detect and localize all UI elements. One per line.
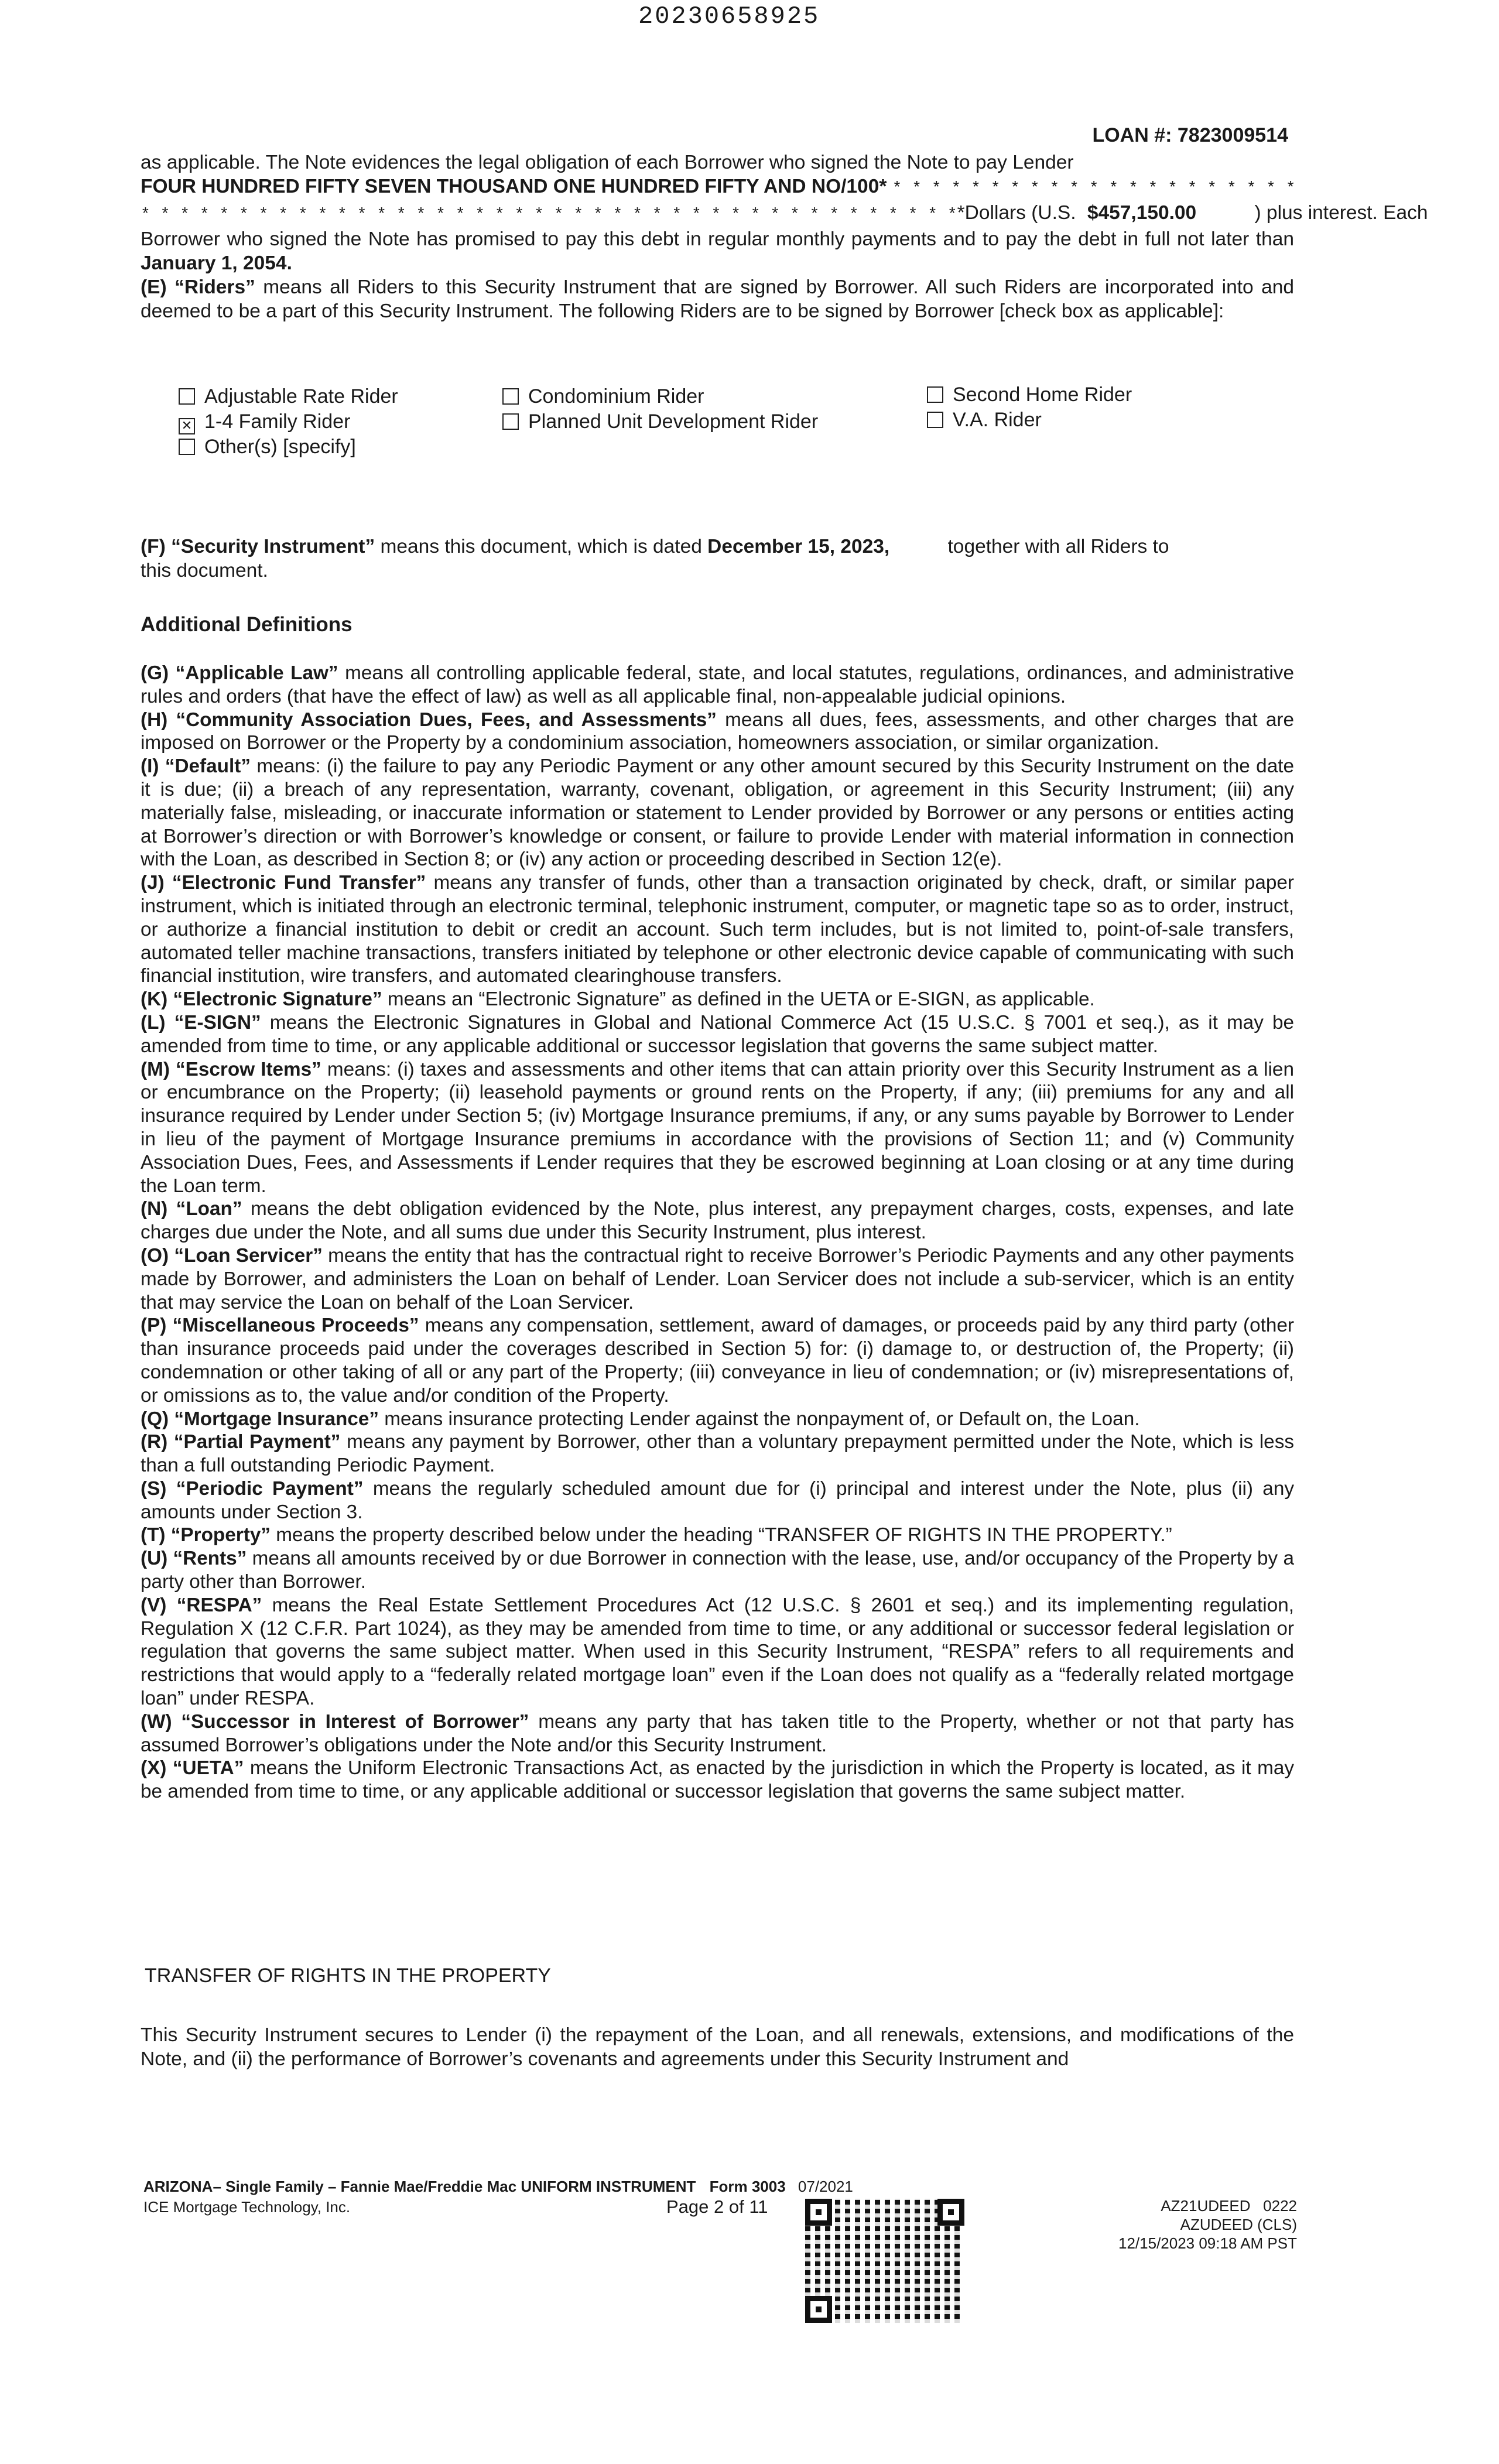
checkbox-icon[interactable] (927, 412, 943, 428)
definition-item: (J) “Electronic Fund Transfer” means any transfer of funds, other than a transaction originated by check, draft, or similar paper instrument, which is initiated through an electronic terminal, telephonic instrument, computer, or magnetic tape so as to order, instruct, or authorize a financial institution to debit or credit an account. Such term includes, but is not limited to, point-of-sale transfers, automated teller machine transactions, transfers initiated by telephone or other electronic device capable of communicating with such financial institution, wire transfers, and automated clearinghouse transfers. (141, 872, 1294, 987)
security-instrument-definition: (F) “Security Instrument” means this document, which is dated December 15, 2023, together with all Riders to this document. (141, 536, 1169, 581)
rider-1-4-family[interactable]: ✕ 1-4 Family Rider (179, 410, 350, 434)
definition-text: means the Electronic Signatures in Global and National Commerce Act (15 U.S.C. § 7001 et seq.), as it may be amended from time to time, or any applicable additional or successor legislation that governs the same subject matter. (141, 1011, 1294, 1057)
definition-text: means the Uniform Electronic Transactions Act, as enacted by the jurisdiction in which the Property is located, as it may be amended from time to time, or any applicable additional or successor legislation that governs the same subject matter. (141, 1757, 1294, 1803)
transfer-heading: TRANSFER OF RIGHTS IN THE PROPERTY (145, 1965, 551, 1987)
definition-term: “Mortgage Insurance” (174, 1408, 379, 1430)
definition-item: (V) “RESPA” means the Real Estate Settlement Procedures Act (12 U.S.C. § 2601 et seq.) and its implementing regulation, Regulation X (12 C.F.R. Part 1024), as they may be amended from time to time, or any additional or successor federal legislation or regulation that governs the same subject matter. When used in this Security Instrument, “RESPA” refers to all requirements and restrictions that would apply to a “federally related mortgage loan” even if the Loan does not qualify as a “federally related mortgage loan” under RESPA. (141, 1594, 1294, 1710)
definition-text: means insurance protecting Lender against the nonpayment of, or Default on, the Loan. (384, 1408, 1140, 1430)
definition-term: “Successor in Interest of Borrower” (181, 1710, 529, 1733)
definition-term: “Rents” (173, 1548, 247, 1570)
loan-number: LOAN #: 7823009514 (1092, 124, 1288, 146)
definition-item: (S) “Periodic Payment” means the regularly scheduled amount due for (i) principal and interest under the Note, plus (ii) any amounts under Section 3. (141, 1477, 1294, 1523)
definition-text: means all amounts received by or due Borrower in connection with the lease, use, and/or occupancy of the Property by a party other than Borrower. (141, 1548, 1294, 1593)
riders-term: “Riders” (174, 276, 255, 298)
definition-term: “Property” (170, 1524, 271, 1546)
definition-text: means an “Electronic Signature” as defined in the UETA or E-SIGN, as applicable. (387, 988, 1095, 1011)
definition-item: (G) “Applicable Law” means all controlling applicable federal, state, and local statutes, regulations, ordinances, and administrative rules and orders (that have the effect of law) as well as all applicable final, non-appealable judicial opinions. (141, 662, 1294, 707)
definition-text: means the regularly scheduled amount due for (i) principal and interest under the Note, plus (ii) any amounts under Section 3. (141, 1477, 1294, 1523)
rider-planned-unit-development[interactable]: Planned Unit Development Rider (502, 410, 818, 433)
definition-item: (M) “Escrow Items” means: (i) taxes and assessments and other items that can attain priority over this Security Instrument as a lien or encumbrance on the Property; (ii) leasehold payments or ground rents on the Property, if any; (iii) premiums for any and all insurance required by Lender under Section 5; (iv) Mortgage Insurance premiums, if any, or any sums payable by Borrower to Lender in lieu of the payment of Mortgage Insurance premiums in accordance with the provisions of Section 11; and (v) Community Association Dues, Fees, and Assessments if Lender requires that they be escrowed beginning at Loan closing or at any time during the Loan term. (141, 1058, 1294, 1197)
definition-term: “RESPA” (176, 1594, 262, 1616)
checkbox-icon[interactable] (502, 388, 519, 405)
definition-term: “UETA” (172, 1757, 244, 1779)
definition-term: “Electronic Fund Transfer” (172, 872, 426, 894)
page-number: Page 2 of 11 (666, 2196, 768, 2217)
definition-term: “Miscellaneous Proceeds” (172, 1315, 419, 1337)
definition-item: (P) “Miscellaneous Proceeds” means any compensation, settlement, award of damages, or proceeds paid by any third party (other than insurance proceeds paid under the coverages described in Section 5) for: (i) damage to, or destruction of, the Property; (ii) condemnation or other taking of all or any part of the Property; (iii) conveyance in lieu of condemnation; or (iv) misrepresentations of, or omissions as to, the value and/or condition of the Property. (141, 1315, 1294, 1406)
footer-codes: AZ21UDEED 0222 AZUDEED (CLS) 12/15/2023 09:18 AM PST (1118, 2197, 1297, 2252)
definition-text: means the property described below under the heading “TRANSFER OF RIGHTS IN THE PROPERTY.” (276, 1524, 1172, 1546)
definition-item: (L) “E-SIGN” means the Electronic Signatures in Global and National Commerce Act (15 U.S.C. § 7001 et seq.), as it may be amended from time to time, or any applicable additional or successor legislation that governs the same subject matter. (141, 1011, 1294, 1057)
intro-line-1: as applicable. The Note evidences the legal obligation of each Borrower who signed the Note to pay Lender (141, 152, 1074, 173)
definition-text: means: (i) taxes and assessments and other items that can attain priority over this Security Instrument as a lien or encumbrance on the Property; (ii) leasehold payments or ground rents on the Property, if any; (iii) premiums for any and all insurance required by Lender under Section 5; (iv) Mortgage Insurance premiums, if any, or any sums payable by Borrower to Lender in lieu of the payment of Mortgage Insurance premiums in accordance with the provisions of Section 11; and (v) Community Association Dues, Fees, and Assessments if Lender requires that they be escrowed beginning at Loan closing or at any time during the Loan term. (141, 1058, 1294, 1197)
loan-amount: $457,150.00 (1087, 202, 1197, 224)
checkbox-icon[interactable] (927, 386, 943, 403)
definition-term: “Applicable Law” (175, 662, 338, 684)
checkbox-icon[interactable] (502, 413, 519, 430)
definition-item: (W) “Successor in Interest of Borrower” means any party that has taken title to the Property, whether or not that party has assumed Borrower’s obligations under the Note and/or this Security Instrument. (141, 1710, 1294, 1756)
plus-interest: ) plus interest. Each (1254, 202, 1428, 224)
definition-term: “Loan Servicer” (174, 1244, 323, 1267)
definition-item: (U) “Rents” means all amounts received by or due Borrower in connection with the lease, use, and/or occupancy of the Property by a party other than Borrower. (141, 1548, 1294, 1593)
definition-text: means the Real Estate Settlement Procedures Act (12 U.S.C. § 2601 et seq.) and its implementing regulation, Regulation X (12 C.F.R. Part 1024), as they may be amended from time to time, or any additional or successor federal legislation or regulation that governs the same subject matter. When used in this Security Instrument, “RESPA” refers to all requirements and restrictions that would apply to a “federally related mortgage loan” even if the Loan does not qualify as a “federally related mortgage loan” under RESPA. (141, 1594, 1294, 1710)
definition-text: means: (i) the failure to pay any Periodic Payment or any other amount secured by this Security Instrument on the date it is due; (ii) a breach of any representation, warranty, covenant, obligation, or agreement in this Security Instrument; (iii) any materially false, misleading, or inaccurate information or statement to Lender provided by Borrower or any persons or entities acting at Borrower’s direction or with Borrower’s knowledge or consent, or failure to provide Lender with material information in connection with the Loan, as described in Section 8; or (iv) any action or proceeding described in Section 12(e). (141, 755, 1294, 871)
dollars-line (141, 201, 1428, 227)
definition-term: “Community Association Dues, Fees, and Assessments” (176, 709, 717, 731)
rider-condominium[interactable]: Condominium Rider (502, 385, 704, 408)
security-instrument-date: December 15, 2023, (707, 536, 890, 557)
rider-others[interactable]: Other(s) [specify] (179, 436, 356, 458)
definition-term: “Electronic Signature” (173, 988, 382, 1011)
additional-definitions-heading: Additional Definitions (141, 613, 352, 636)
definition-item: (Q) “Mortgage Insurance” means insurance protecting Lender against the nonpayment of, or Default on, the Loan. (141, 1408, 1140, 1430)
rider-second-home[interactable]: Second Home Rider (927, 384, 1132, 406)
amount-line (141, 174, 1294, 201)
amount-stars-2: * * * * * * * * * * * * * * * * * * * * * * * * * * * * * * * * * * * * * * * * * * (141, 206, 957, 224)
definition-text: means all controlling applicable federal, state, and local statutes, regulations, ordinances, and administrative rules and orders (that have the effect of law) as well as all applicable final, non-appealable judicial opinions. (141, 662, 1294, 707)
definition-text: means any compensation, settlement, award of damages, or proceeds paid by any third party (other than insurance proceeds paid under the coverages described in Section 5) for: (i) damage to, or destruction of, the Property; (ii) condemnation or other taking of all or any part of the Property; (iii) conveyance in lieu of condemnation; or (iv) misrepresentations of, or omissions as to, the value and/or condition of the Property. (141, 1315, 1294, 1406)
checkbox-icon[interactable] (179, 388, 195, 405)
definition-text: means the debt obligation evidenced by the Note, plus interest, any prepayment charges, costs, expenses, and late charges due under the Note, and all sums due under this Security Instrument, plus interest. (141, 1198, 1294, 1244)
intro-rest: Borrower who signed the Note has promised to pay this debt in regular monthly payments and to pay the debt in full not later than January 1, 2054. (141, 228, 1294, 274)
rider-va[interactable]: V.A. Rider (927, 409, 1042, 432)
security-instrument-term: “Security Instrument” (171, 536, 375, 557)
definition-item: (O) “Loan Servicer” means the entity that has the contractual right to receive Borrower’s Periodic Payments and any other payments made by Borrower, and administers the Loan on behalf of Lender. Loan Servicer does not include a sub-servicer, which is an entity that may service the Loan on behalf of the Loan Servicer. (141, 1244, 1294, 1313)
amount-stars-1: * * * * * * * * * * * * * * * * * * * * * (892, 180, 1296, 198)
riders-definition: (E) “Riders” means all Riders to this Security Instrument that are signed by Borrower. All such Riders are incorporated into and deemed to be a part of this Security Instrument. The following Riders are to be signed by Borrower [check box as applicable]: (141, 276, 1294, 322)
definition-item: (T) “Property” means the property described below under the heading “TRANSFER OF RIGHTS IN THE PROPERTY.” (141, 1524, 1172, 1546)
footer-form-desc: – Single Family – Fannie Mae/Freddie Mac UNIFORM INSTRUMENT (213, 2178, 696, 2195)
dollars-label: *Dollars (U.S. (957, 202, 1076, 224)
definition-item: (X) “UETA” means the Uniform Electronic Transactions Act, as enacted by the jurisdiction in which the Property is located, as it may be amended from time to time, or any applicable additional or successor legislation that governs the same subject matter. (141, 1757, 1294, 1803)
definition-term: “Default” (165, 755, 251, 778)
checkbox-checked-icon[interactable]: ✕ (179, 418, 195, 434)
definition-text: means any transfer of funds, other than a transaction originated by check, draft, or similar paper instrument, which is initiated through an electronic terminal, telephonic instrument, computer, or magnetic tape so as to order, instruct, or authorize a financial institution to debit or credit an account. Such term includes, but is not limited to, point-of-sale transfers, automated teller machine transactions, transfers initiated by telephone or other electronic device capable of communicating with such financial institution, wire transfers, and automated clearinghouse transfers. (141, 872, 1294, 987)
definition-item: (I) “Default” means: (i) the failure to pay any Periodic Payment or any other amount secured by this Security Instrument on the date it is due; (ii) a breach of any representation, warranty, covenant, obligation, or agreement in this Security Instrument; (iii) any materially false, misleading, or inaccurate information or statement to Lender provided by Borrower or any persons or entities acting at Borrower’s direction or with Borrower’s knowledge or consent, or failure to provide Lender with material information in connection with the Loan, as described in Section 8; or (iv) any action or proceeding described in Section 12(e). (141, 755, 1294, 871)
definition-term: “E-SIGN” (174, 1011, 261, 1033)
footer-company: ICE Mortgage Technology, Inc. (143, 2198, 351, 2216)
amount-words: FOUR HUNDRED FIFTY SEVEN THOUSAND ONE HUNDRED FIFTY AND NO/100* (141, 176, 887, 197)
footer-form-no: Form 3003 (709, 2178, 786, 2195)
definition-item: (N) “Loan” means the debt obligation evidenced by the Note, plus interest, any prepayment charges, costs, expenses, and late charges due under the Note, and all sums due under this Security Instrument, plus interest. (141, 1198, 1294, 1244)
definition-text: means any party that has taken title to the Property, whether or not that party has assumed Borrower’s obligations under the Note and/or this Security Instrument. (141, 1710, 1294, 1756)
definitions-list (141, 662, 1294, 1803)
definition-term: “Loan” (176, 1198, 242, 1220)
definition-text: means all dues, fees, assessments, and other charges that are imposed on Borrower or the Property by a condominium association, homeowners association, or similar organization. (141, 709, 1294, 754)
rider-adjustable-rate[interactable]: Adjustable Rate Rider (179, 385, 398, 408)
definition-item: (H) “Community Association Dues, Fees, and Assessments” means all dues, fees, assessments, and other charges that are imposed on Borrower or the Property by a condominium association, homeowners association, or similar organization. (141, 709, 1294, 754)
definition-text: means any payment by Borrower, other than a voluntary prepayment permitted under the Note, which is less than a full outstanding Periodic Payment. (141, 1431, 1294, 1477)
definition-term: “Partial Payment” (173, 1431, 341, 1453)
recording-number: 20230658925 (638, 2, 820, 30)
footer-form-info (143, 2177, 853, 2196)
definition-text: means the entity that has the contractual right to receive Borrower’s Periodic Payments and any other payments made by Borrower, and administers the Loan on behalf of Lender. Loan Servicer does not include a sub-servicer, which is an entity that may service the Loan on behalf of the Loan Servicer. (141, 1244, 1294, 1313)
definition-item: (R) “Partial Payment” means any payment by Borrower, other than a voluntary prepayment permitted under the Note, which is less than a full outstanding Periodic Payment. (141, 1431, 1294, 1477)
footer-state: ARIZONA (143, 2178, 213, 2195)
qr-code-icon (805, 2199, 964, 2323)
definition-term: “Escrow Items” (176, 1058, 321, 1080)
footer-form-date: 07/2021 (798, 2178, 853, 2195)
definition-term: “Periodic Payment” (176, 1477, 364, 1500)
transfer-paragraph: This Security Instrument secures to Lender (i) the repayment of the Loan, and all renewals, extensions, and modifications of the Note, and (ii) the performance of Borrower’s covenants and agreements under this Security Instrument and (141, 2024, 1294, 2070)
maturity-date: January 1, 2054. (141, 252, 292, 274)
checkbox-icon[interactable] (179, 439, 195, 455)
definition-item: (K) “Electronic Signature” means an “Electronic Signature” as defined in the UETA or E-SIGN, as applicable. (141, 988, 1095, 1011)
intro-paragraph (141, 150, 1428, 323)
